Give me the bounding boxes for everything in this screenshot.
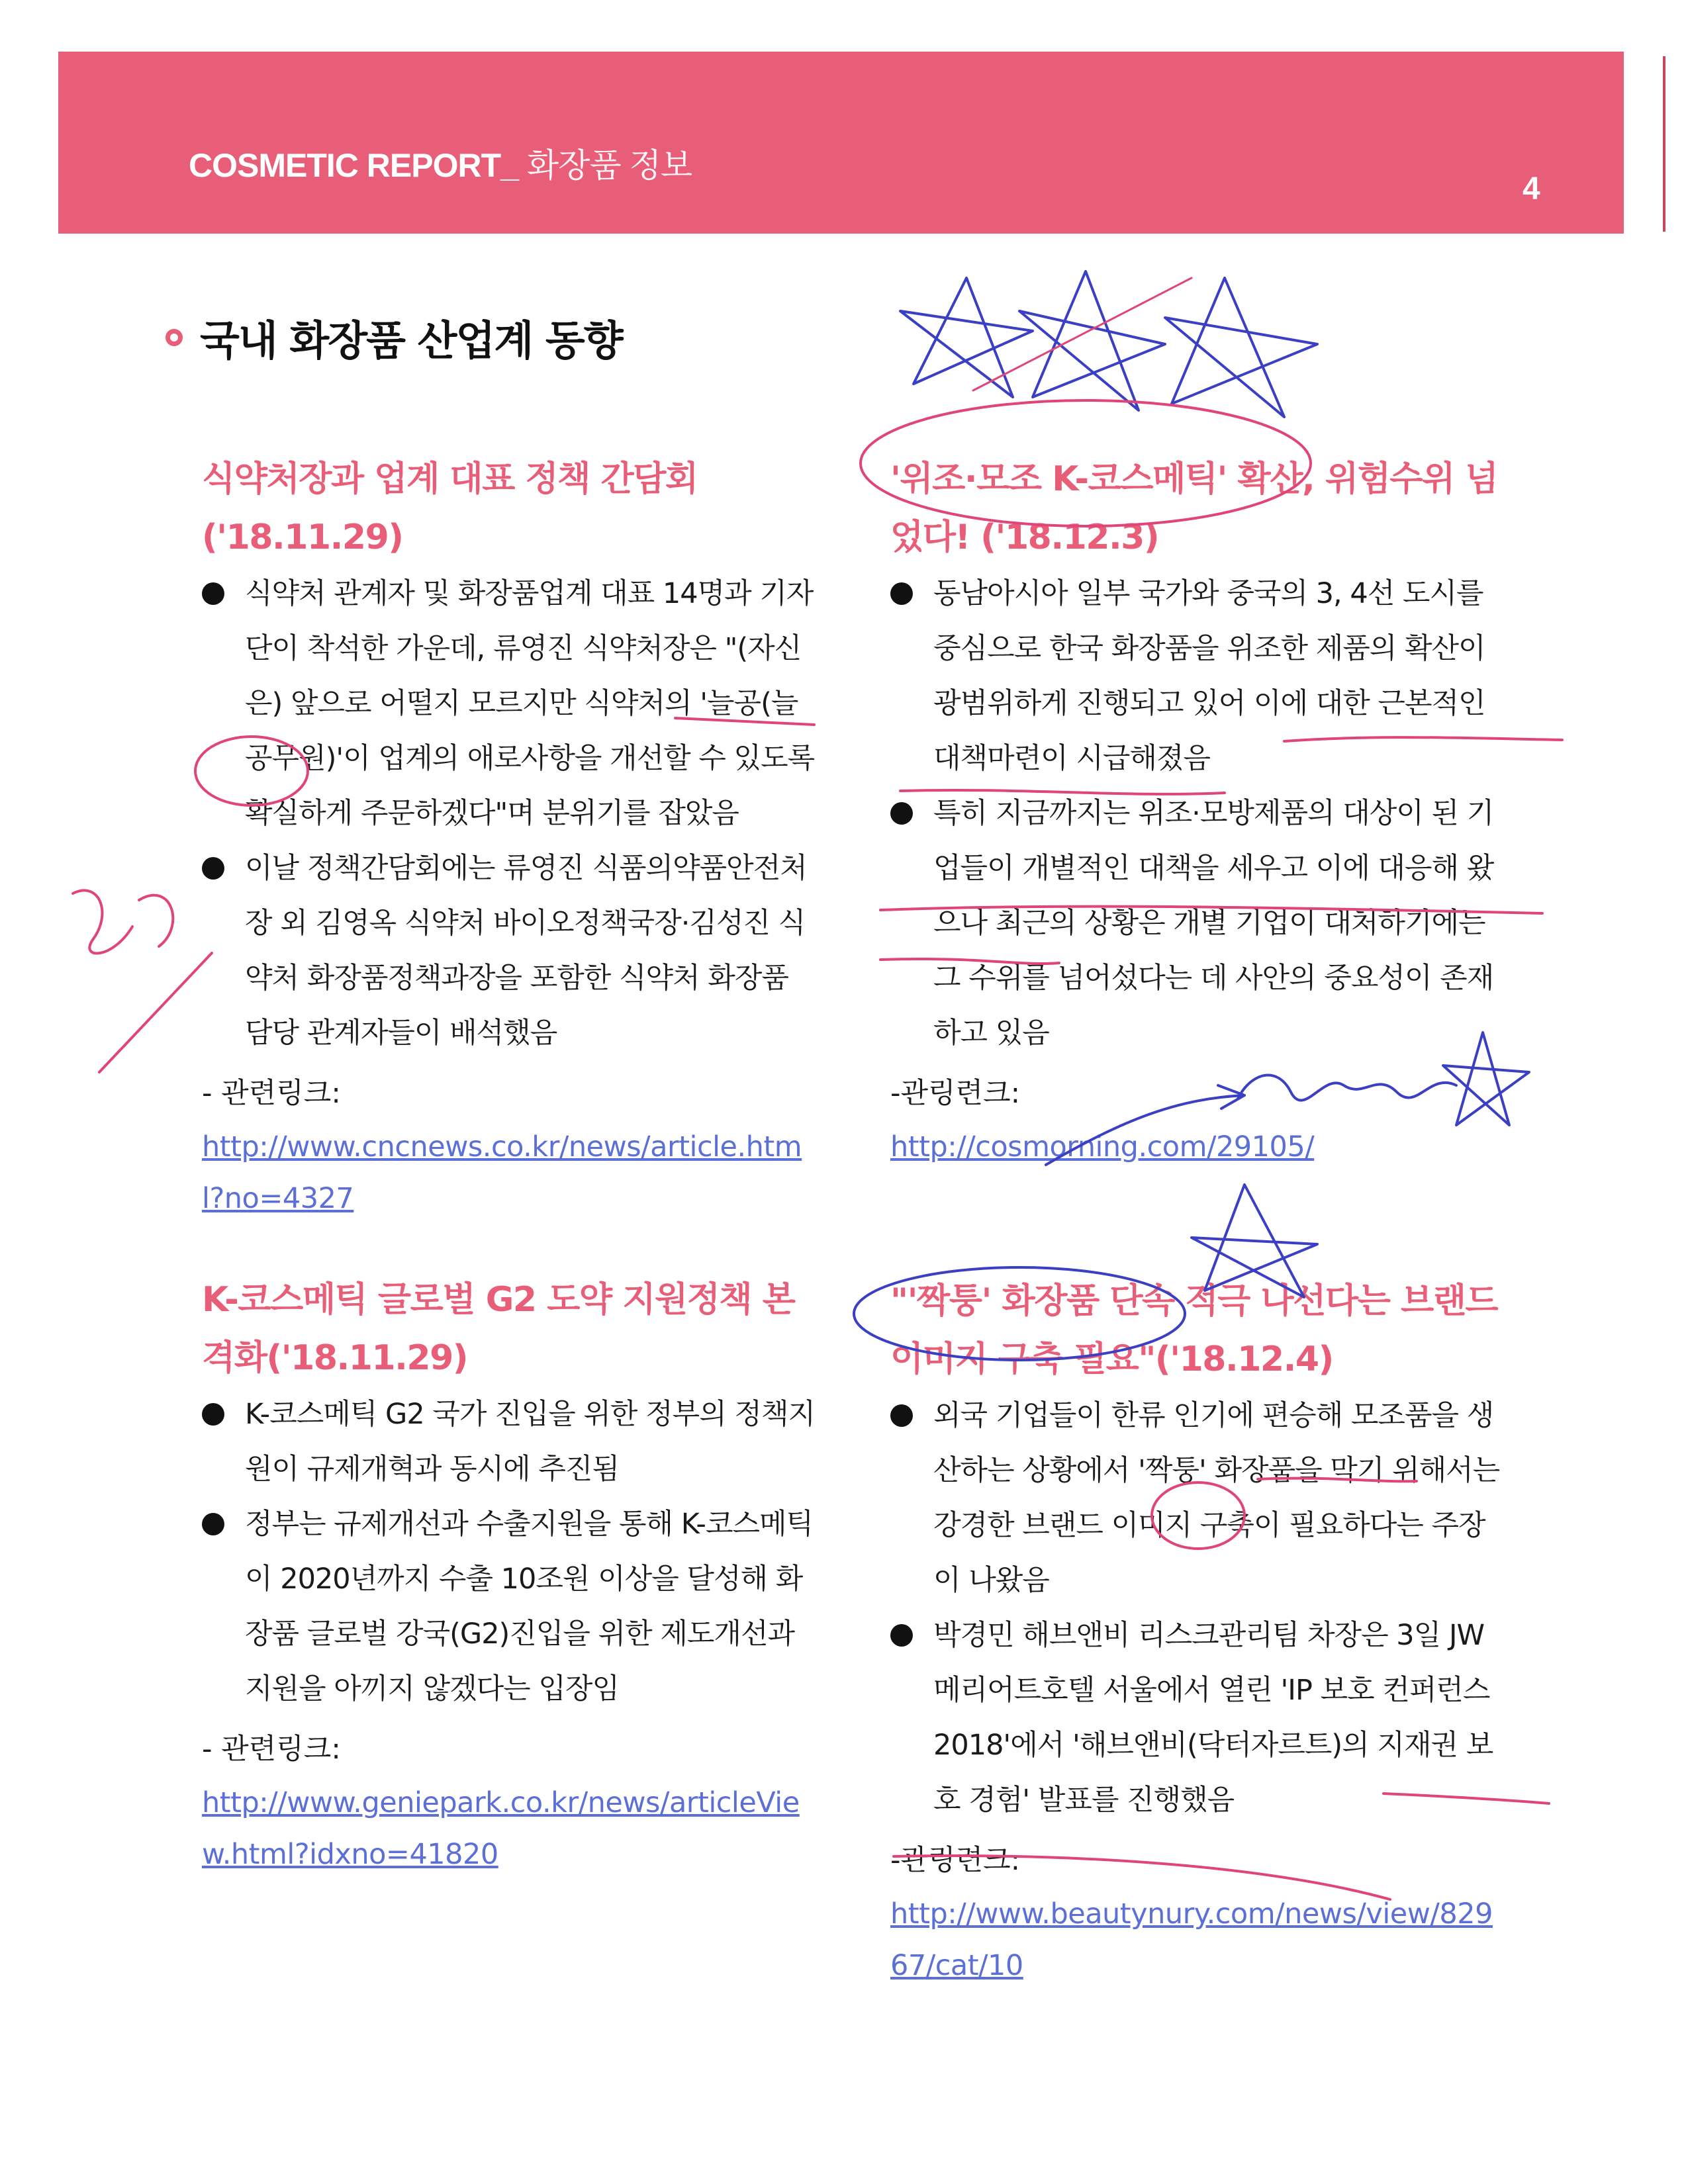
bullet-dot-icon — [202, 582, 224, 605]
bullet-list — [202, 1387, 818, 1717]
bullet-dot-icon — [202, 1513, 224, 1535]
report-title-light: 화장품 정보 — [518, 147, 692, 184]
bullet-text: K-코스메틱 G2 국가 진입을 위한 정부의 정책지원이 규제개혁과 동시에 추진됨 — [245, 1398, 816, 1486]
list-item — [890, 786, 1506, 1061]
article-brand-image — [890, 1272, 1506, 1991]
link-label: -관링련크: — [890, 1077, 1021, 1110]
bullet-text: 동남아시아 일부 국가와 중국의 3, 4선 도시를 중심으로 한국 화장품을 위조한 제품의 확산이 광범위하게 진행되고 있어 이에 대한 근본적인 대책마련이 시급해졌음 — [933, 577, 1485, 775]
list-item — [890, 567, 1506, 786]
page-number: 4 — [1523, 171, 1540, 206]
section-heading-text: 국내 화장품 산업계 동향 — [200, 316, 622, 365]
list-item — [890, 1388, 1506, 1608]
article-link[interactable]: http://www.cncnews.co.kr/news/article.html?no=4327 — [202, 1130, 802, 1215]
bullet-dot-icon — [890, 582, 913, 605]
article-title: 식약처장과 업계 대표 정책 간담회 ('18.11.29) — [202, 459, 698, 557]
bullet-dot-icon — [890, 1624, 913, 1647]
list-item — [202, 1387, 818, 1497]
article-title: '위조·모조 K-코스메틱' 확산, 위험수위 넘었다! ('18.12.3) — [890, 459, 1498, 557]
ring-bullet-icon — [165, 329, 183, 346]
bullet-text: 외국 기업들이 한류 인기에 편승해 모조품을 생산하는 상황에서 '짝퉁' 화장품을 막기 위해서는 강경한 브랜드 이미지 구축이 필요하다는 주장이 나왔음 — [933, 1399, 1500, 1597]
list-item — [202, 1497, 818, 1717]
article-counterfeit-spread — [890, 450, 1506, 1173]
bullet-text: 정부는 규제개선과 수출지원을 통해 K-코스메틱이 2020년까지 수출 10조원 이상을 달성해 화장품 글로벌 강국(G2)진입을 위한 제도개선과 지원을 아끼지 않겠다는 입장임 — [245, 1508, 814, 1706]
left-column — [202, 450, 818, 1880]
bullet-list — [890, 1388, 1506, 1828]
list-item — [202, 841, 818, 1061]
bullet-text: 식약처 관계자 및 화장품업계 대표 14명과 기자단이 착석한 가운데, 류영진 식약처장은 "(자신은) 앞으로 어떨지 모르지만 식약처의 '늘공(늘 공무원)'이 업계의 애로사항을 개선할 수 있도록 확실하게 주문하겠다"며 분위기를 잡았음 — [245, 577, 815, 830]
bullet-list — [202, 567, 818, 1061]
bullet-text: 특히 지금까지는 위조·모방제품의 대상이 된 기업들이 개별적인 대책을 세우고 이에 대응해 왔으나 최근의 상황은 개별 기업이 대처하기에는 그 수위를 넘어섰다는 데 사안의 중요성이 존재하고 있음 — [933, 797, 1494, 1050]
link-label: - 관련링크: — [202, 1077, 341, 1110]
report-title — [189, 139, 692, 187]
article-link[interactable]: http://cosmorning.com/29105/ — [890, 1130, 1315, 1163]
bullet-dot-icon — [202, 1403, 224, 1426]
link-label: - 관련링크: — [202, 1733, 341, 1766]
list-item — [202, 567, 818, 841]
margin-scribble — [73, 890, 212, 1072]
article-g2-policy — [202, 1271, 818, 1880]
bullet-dot-icon — [202, 857, 224, 880]
article-title: K-코스메틱 글로벌 G2 도약 지원정책 본격화('18.11.29) — [202, 1280, 795, 1378]
link-label: -관링련크: — [890, 1844, 1021, 1877]
article-policy-meeting — [202, 450, 818, 1224]
header-edge-rule — [1663, 56, 1665, 232]
bullet-text: 이날 정책간담회에는 류영진 식품의약품안전처장 외 김영옥 식약처 바이오정책국장·김성진 식약처 화장품정책과장을 포함한 식약처 화장품 담당 관계자들이 배석했음 — [245, 852, 807, 1050]
bullet-text: 박경민 해브앤비 리스크관리팀 차장은 3일 JW메리어트호텔 서울에서 열린 'IP 보호 컨퍼런스 2018'에서 '해브앤비(닥터자르트)의 지재권 보호 경험' 발표를 진행했음 — [933, 1619, 1493, 1817]
article-link[interactable]: http://www.geniepark.co.kr/news/articleView.html?idxno=41820 — [202, 1786, 800, 1871]
star-doodle — [1019, 271, 1165, 410]
section-heading — [165, 308, 622, 367]
star-doodle — [900, 278, 1033, 397]
report-title-strong: COSMETIC REPORT_ — [189, 147, 518, 184]
bullet-list — [890, 567, 1506, 1061]
right-column — [890, 450, 1506, 1991]
article-link[interactable]: http://www.beautynury.com/news/view/82967/cat/10 — [890, 1897, 1493, 1982]
article-title: "'짝퉁' 화장품 단속 적극 나선다는 브랜드 이미지 구축 필요"('18.12.4) — [890, 1281, 1498, 1379]
pink-stroke — [973, 278, 1192, 390]
star-doodle — [1165, 278, 1317, 417]
bullet-dot-icon — [890, 1404, 913, 1427]
list-item — [890, 1608, 1506, 1828]
bullet-dot-icon — [890, 802, 913, 825]
